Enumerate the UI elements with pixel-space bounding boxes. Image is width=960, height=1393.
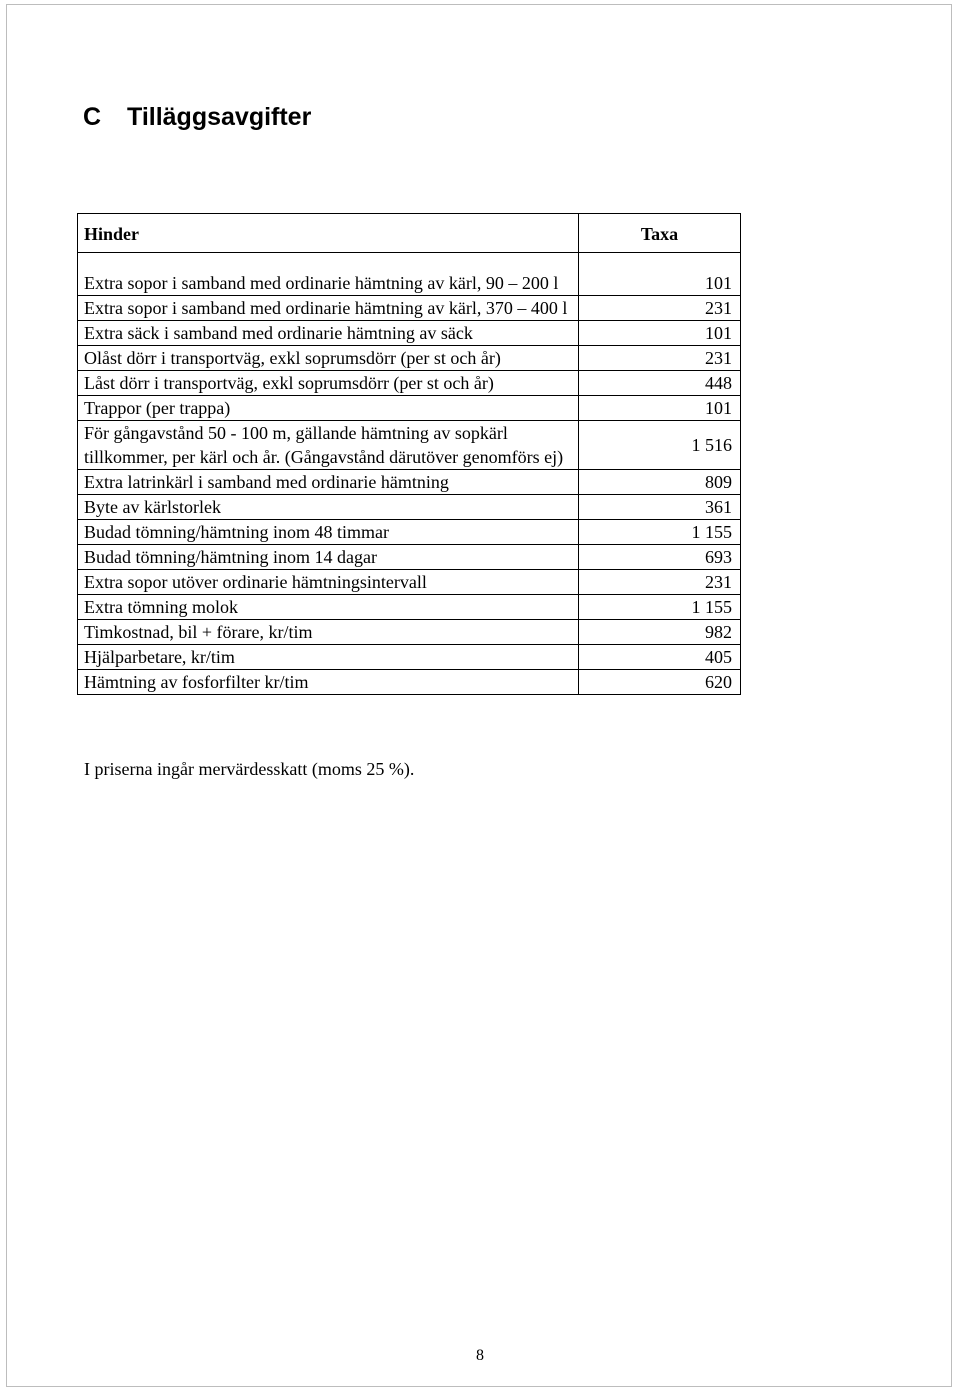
table-row: [78, 470, 741, 495]
section-letter: C: [83, 103, 102, 131]
table-row: [78, 371, 741, 396]
table-row: [78, 495, 741, 520]
row-amount: 693: [579, 545, 741, 570]
row-label: Låst dörr i transportväg, exkl soprumsdörr (per st och år): [78, 371, 579, 396]
row-label: Extra tömning molok: [78, 595, 579, 620]
section-heading: [83, 103, 311, 132]
row-label: Extra sopor utöver ordinarie hämtningsintervall: [78, 570, 579, 595]
row-label: Budad tömning/hämtning inom 48 timmar: [78, 520, 579, 545]
header-hinder: Hinder: [78, 214, 579, 253]
table-row: [78, 321, 741, 346]
row-label: Extra latrinkärl i samband med ordinarie hämtning: [78, 470, 579, 495]
row-label: Extra säck i samband med ordinarie hämtning av säck: [78, 321, 579, 346]
row-amount: 231: [579, 570, 741, 595]
row-amount: 361: [579, 495, 741, 520]
row-amount: 620: [579, 670, 741, 695]
vat-note: I priserna ingår mervärdesskatt (moms 25 %).: [84, 759, 415, 779]
row-label: Trappor (per trappa): [78, 396, 579, 421]
header-taxa: Taxa: [579, 214, 741, 253]
row-amount: 231: [579, 346, 741, 371]
table-row: [78, 545, 741, 570]
table-row: [78, 595, 741, 620]
table-spacer-row: [78, 253, 741, 272]
table-header-row: [78, 214, 741, 253]
page-border: [6, 4, 952, 1387]
table-row: [78, 346, 741, 371]
section-title: Tilläggsavgifter: [127, 103, 312, 131]
row-label: Hämtning av fosforfilter kr/tim: [78, 670, 579, 695]
row-amount: 1 155: [579, 520, 741, 545]
row-label: Olåst dörr i transportväg, exkl soprumsdörr (per st och år): [78, 346, 579, 371]
row-amount: 809: [579, 470, 741, 495]
row-label: Extra sopor i samband med ordinarie hämtning av kärl, 90 – 200 l: [78, 271, 579, 296]
row-label: Extra sopor i samband med ordinarie hämtning av kärl, 370 – 400 l: [78, 296, 579, 321]
table-row: [78, 296, 741, 321]
row-amount: 1 516: [579, 421, 741, 470]
row-amount: 101: [579, 321, 741, 346]
row-label: Byte av kärlstorlek: [78, 495, 579, 520]
row-amount: 1 155: [579, 595, 741, 620]
table-row: [78, 620, 741, 645]
fee-table: [77, 213, 741, 695]
row-amount: 448: [579, 371, 741, 396]
row-label: Timkostnad, bil + förare, kr/tim: [78, 620, 579, 645]
row-amount: 101: [579, 271, 741, 296]
row-amount: 231: [579, 296, 741, 321]
row-label: Hjälparbetare, kr/tim: [78, 645, 579, 670]
table-row: [78, 670, 741, 695]
table-row: [78, 396, 741, 421]
table-row: [78, 421, 741, 470]
row-label: För gångavstånd 50 - 100 m, gällande hämtning av sopkärl tillkommer, per kärl och år. (Gångavstånd därutöver genomförs ej): [78, 421, 579, 470]
table-row: [78, 520, 741, 545]
table-row: [78, 645, 741, 670]
table-row: [78, 570, 741, 595]
row-amount: 405: [579, 645, 741, 670]
row-label: Budad tömning/hämtning inom 14 dagar: [78, 545, 579, 570]
table-row: [78, 271, 741, 296]
row-amount: 982: [579, 620, 741, 645]
row-amount: 101: [579, 396, 741, 421]
page-number: 8: [476, 1347, 484, 1364]
